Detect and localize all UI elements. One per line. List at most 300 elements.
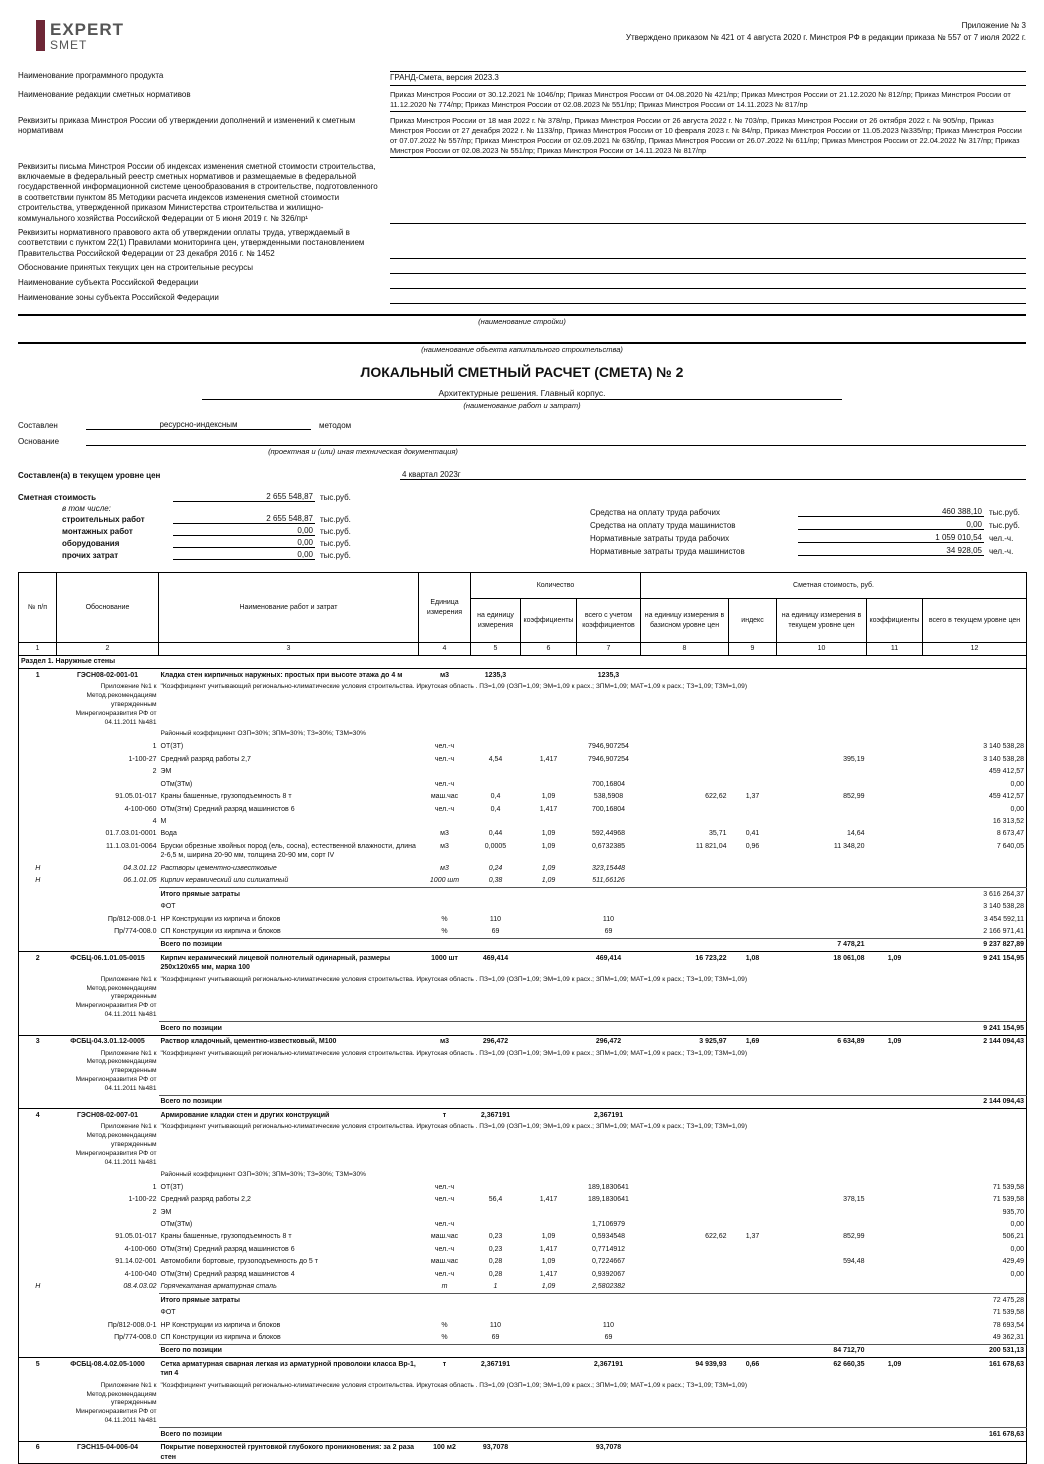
table-cell: [867, 1022, 923, 1035]
table-cell: ФСБЦ-08.4.02.05-1000: [57, 1358, 159, 1380]
labor-label: Нормативные затраты труда машинистов: [590, 547, 745, 557]
construction-name-line: [18, 314, 1026, 316]
table-row: [19, 1048, 1027, 1095]
table-cell: [867, 803, 923, 815]
table-cell: 1,37: [745, 793, 760, 801]
cost-item-value: 0,00: [173, 526, 315, 536]
table-cell: 0,00: [1010, 805, 1025, 813]
table-cell: Всего по позиции: [159, 1022, 419, 1035]
table-row: [19, 901, 1027, 913]
table-row: [19, 669, 1027, 682]
table-cell: [867, 1441, 923, 1464]
info-value: ГРАНД-Смета, версия 2023.3: [390, 71, 1026, 86]
coefficient-text-cell: "Коэффициент учитывающий регионально-климатические условия строительства. Иркутская область . ПЗ=1,09 (ОЗП=1,09; ЭМ=1,09 к расх.; ЗПМ=1,09; МАТ=1,09 к расх.; ТЗ=1,09; ТЗМ=1,09): [160, 683, 748, 691]
table-column-number: 1: [19, 643, 57, 655]
table-cell: [777, 888, 867, 901]
table-cell: [867, 741, 923, 753]
table-cell: [923, 1281, 1027, 1294]
table-cell: [19, 729, 57, 741]
object-name-line: [18, 342, 1026, 344]
table-cell: [641, 1181, 729, 1193]
table-cell: [777, 1441, 867, 1464]
attachment-basis-line: Минрегионразвития РФ от: [75, 1150, 157, 1158]
table-cell: [641, 778, 729, 790]
table-cell: [867, 828, 923, 840]
table-cell: 189,1830641: [588, 1183, 629, 1191]
including-label: в том числе:: [62, 504, 111, 514]
info-row: [18, 293, 1026, 304]
table-cell: Пр/774-008.0: [114, 1333, 157, 1341]
table-cell: 0,38: [488, 877, 503, 885]
table-row: [19, 862, 1027, 874]
table-cell: 7 478,21: [777, 938, 867, 951]
table-cell: 62 660,35: [777, 1358, 867, 1380]
table-cell: [19, 1219, 57, 1231]
table-row: [19, 913, 1027, 925]
labor-unit: чел.-ч.: [989, 547, 1014, 557]
attachment-basis-cell: [57, 1122, 159, 1169]
table-cell: [729, 1344, 777, 1357]
table-header-cell: Количество: [471, 573, 641, 599]
composed-label: Составлен: [18, 421, 58, 431]
attachment-basis-line: утвержденным: [110, 1399, 157, 1407]
info-label: Реквизиты нормативного правового акта об утверждении оплаты труда, утверждаемый в соответствии с пунктом 22(1) Правилами мониторинга цен, утвержденными постановлением Правительства Российской Федерации от 23 декабря 2016 г. № 1452: [18, 228, 365, 258]
table-cell: 69: [604, 927, 613, 935]
table-cell: [471, 778, 521, 790]
table-cell: [19, 816, 57, 828]
table-cell: Средний разряд работы 2,2: [160, 1196, 251, 1204]
table-cell: 506,21: [1002, 1233, 1025, 1241]
table-cell: 1,09: [541, 877, 556, 885]
table-cell: [57, 1428, 159, 1441]
labor-label: Нормативные затраты труда рабочих: [590, 534, 730, 544]
table-cell: [867, 1307, 923, 1319]
table-cell: чел.-ч: [434, 1183, 455, 1191]
table-cell: [867, 669, 923, 682]
basis-blank-line: [86, 436, 1026, 446]
table-cell: [641, 1022, 729, 1035]
table-cell: [419, 938, 471, 951]
table-cell: Бруски обрезные хвойных пород (ель, сосна), естественной влажности, длина 2-6,5 м, ширина 20-90 мм, толщина 20-90 мм, сорт IV: [160, 842, 416, 860]
attachment-basis-line: утвержденным: [110, 1141, 157, 1149]
table-cell: 4,54: [488, 755, 503, 763]
table-cell: [729, 875, 777, 888]
table-cell: 429,49: [1002, 1258, 1025, 1266]
table-cell: 0,44: [488, 830, 503, 838]
table-cell: [641, 741, 729, 753]
attachment-basis-line: 04.11.2011 №481: [104, 1011, 157, 1019]
table-cell: [777, 925, 867, 938]
table-cell: Пр/812-008.0-1: [107, 1321, 157, 1329]
estimate-subtitle-text: Архитектурные решения. Главный корпус.: [438, 388, 606, 399]
table-cell: [521, 816, 577, 828]
coefficient-text-cell: "Коэффициент учитывающий регионально-климатические условия строительства. Иркутская область . ПЗ=1,09 (ОЗП=1,09; ЭМ=1,09 к расх.; ЗПМ=1,09; МАТ=1,09 к расх.; ТЗ=1,09; ТЗМ=1,09): [160, 1123, 748, 1131]
table-cell: [729, 1219, 777, 1231]
table-cell: 2,5802382: [591, 1283, 626, 1291]
table-cell: 9 241 154,95: [923, 1022, 1027, 1035]
table-cell: 35,71: [708, 830, 727, 838]
labor-row: [590, 546, 1028, 556]
cost-item-unit: тыс.руб.: [320, 551, 351, 561]
table-cell: [641, 925, 729, 938]
table-header-cell: Обоснование: [57, 573, 159, 643]
table-cell: Армирование кладки стен и других конструкций: [159, 1109, 419, 1122]
attachment-basis-line: 04.11.2011 №481: [104, 1085, 157, 1093]
table-cell: [641, 803, 729, 815]
basis-row: [18, 436, 1026, 446]
table-cell: 0,7714912: [591, 1245, 626, 1253]
labor-label: Средства на оплату труда рабочих: [590, 508, 720, 518]
table-cell: [19, 1294, 57, 1307]
table-cell: 700,16804: [591, 805, 626, 813]
table-cell: 93,7078: [577, 1441, 641, 1464]
table-cell: [521, 888, 577, 901]
table-cell: [777, 1331, 867, 1344]
table-cell: м3: [419, 669, 471, 682]
table-cell: [729, 1331, 777, 1344]
table-cell: [777, 875, 867, 888]
table-cell: 1,09: [541, 793, 556, 801]
table-cell: [419, 1095, 471, 1108]
table-cell: ФСБЦ-04.3.01.12-0005: [57, 1035, 159, 1048]
table-cell: [521, 925, 577, 938]
table-cell: [521, 913, 577, 925]
table-cell: [19, 1256, 57, 1268]
table-cell: 1,417: [539, 805, 558, 813]
table-header-cell: всего в текущем уровне цен: [923, 599, 1027, 643]
table-cell: 49 362,31: [992, 1333, 1025, 1341]
table-header-cell: индекс: [729, 599, 777, 643]
table-cell: [521, 1319, 577, 1331]
table-cell: [19, 974, 57, 1021]
table-cell: [729, 1256, 777, 1268]
current-level-label: Составлен(а) в текущем уровне цен: [18, 471, 161, 481]
table-cell: 0,28: [488, 1258, 503, 1266]
table-cell: [777, 1307, 867, 1319]
table-cell: [641, 1194, 729, 1206]
table-cell: [57, 1307, 159, 1319]
table-cell: [777, 1109, 867, 1122]
table-cell: 2 144 094,43: [923, 1095, 1027, 1108]
attachment-basis-line: Приложение №1 к: [100, 1049, 157, 1057]
table-cell: 0,6732385: [591, 842, 626, 850]
table-cell: НР Конструкции из кирпича и блоков: [160, 1321, 281, 1329]
table-row: [19, 1035, 1027, 1048]
table-cell: чел.-ч: [434, 780, 455, 788]
table-cell: чел.-ч: [434, 1196, 455, 1204]
coefficient-text-cell: "Коэффициент учитывающий регионально-климатические условия строительства. Иркутская область . ПЗ=1,09 (ОЗП=1,09; ЭМ=1,09 к расх.; ЗПМ=1,09; МАТ=1,09 к расх.; ТЗ=1,09; ТЗМ=1,09): [160, 975, 748, 983]
table-cell: 1,08: [729, 952, 777, 974]
table-row: [19, 1358, 1027, 1380]
table-column-numbers-row: [19, 643, 1027, 655]
logo-text: [50, 20, 124, 51]
table-cell: [19, 803, 57, 815]
table-cell: [521, 901, 577, 913]
table-cell: [777, 901, 867, 913]
table-cell: [521, 1428, 577, 1441]
table-cell: 1,09: [541, 1283, 556, 1291]
table-cell: [521, 1441, 577, 1464]
table-cell: [729, 1022, 777, 1035]
table-cell: 110: [602, 1321, 615, 1329]
info-value: [390, 263, 1026, 274]
table-cell: Н: [35, 864, 41, 872]
table-cell: 7 640,05: [996, 842, 1025, 850]
table-cell: [923, 1441, 1027, 1464]
table-cell: [19, 938, 57, 951]
table-cell: Сетка арматурная сварная легкая из арматурной проволоки класса Вр-1, тип 4: [159, 1358, 419, 1380]
logo: [36, 20, 124, 51]
table-cell: [777, 669, 867, 682]
table-cell: м3: [440, 830, 449, 838]
table-cell: [923, 862, 1027, 874]
table-row: [19, 974, 1027, 1021]
table-cell: 18 061,08: [777, 952, 867, 974]
table-cell: Н: [35, 1283, 41, 1291]
table-cell: [729, 766, 777, 778]
table-cell: [777, 1206, 867, 1218]
table-cell: [471, 1344, 521, 1357]
table-cell: 71 539,58: [992, 1196, 1025, 1204]
district-coefficient-cell: Районный коэффициент ОЗП=30%; ЗПМ=30%; ТЗ=30%; ТЗМ=30%: [160, 730, 366, 738]
table-row: [19, 753, 1027, 765]
table-cell: 200 531,13: [923, 1344, 1027, 1357]
table-cell: %: [441, 1321, 448, 1329]
cost-item-unit: тыс.руб.: [320, 515, 351, 525]
table-row: [19, 952, 1027, 974]
table-cell: [641, 1441, 729, 1464]
table-cell: 161 678,63: [923, 1358, 1027, 1380]
table-column-number: 4: [419, 643, 471, 655]
table-cell: 06.1.01.05: [123, 877, 157, 885]
table-cell: [729, 741, 777, 753]
table-cell: [867, 1281, 923, 1294]
table-column-number: 5: [471, 643, 521, 655]
table-row: [19, 1022, 1027, 1035]
table-cell: 0,00: [1010, 1221, 1025, 1228]
basis-label: Основание: [18, 437, 60, 447]
table-cell: 11 348,20: [833, 842, 865, 850]
labor-row: [590, 507, 1028, 517]
labor-value: 1 059 010,54: [798, 533, 984, 543]
table-cell: [521, 1294, 577, 1307]
labor-unit: тыс.руб.: [989, 521, 1020, 531]
table-cell: ЭМ: [160, 768, 172, 776]
table-row: [19, 875, 1027, 888]
table-cell: [19, 840, 57, 862]
cost-item-unit: тыс.руб.: [320, 527, 351, 537]
table-cell: [777, 766, 867, 778]
construction-name-caption: (наименование стройки): [478, 317, 566, 327]
labor-label: Средства на оплату труда машинистов: [590, 521, 736, 531]
info-row: [18, 90, 1026, 112]
table-cell: 3 454 592,11: [983, 915, 1025, 923]
table-cell: 469,414: [577, 952, 641, 974]
table-cell: [521, 766, 577, 778]
table-column-number: 12: [923, 643, 1027, 655]
table-cell: СП Конструкции из кирпича и блоков: [160, 927, 281, 935]
table-row: [19, 1268, 1027, 1280]
table-cell: Вода: [160, 830, 177, 838]
table-cell: 1235,3: [577, 669, 641, 682]
table-cell: [521, 778, 577, 790]
table-row: [19, 925, 1027, 938]
table-cell: [729, 888, 777, 901]
table-row: [19, 682, 1027, 729]
table-cell: 0,4: [490, 805, 501, 813]
table-cell: [19, 741, 57, 753]
table-cell: [867, 1231, 923, 1243]
table-cell: 11.1.03.01-0064: [106, 842, 157, 850]
table-cell: 110: [489, 915, 502, 923]
table-cell: м3: [440, 842, 449, 850]
info-rows: [18, 71, 1026, 304]
table-cell: т: [419, 1109, 471, 1122]
table-cell: [19, 1022, 57, 1035]
table-cell: 69: [491, 927, 500, 935]
table-cell: Средний разряд работы 2,7: [160, 755, 251, 763]
table-cell: [419, 1206, 471, 1218]
table-cell: 69: [604, 1333, 613, 1341]
table-cell: 511,66126: [592, 877, 625, 885]
table-header-cell: № п/п: [19, 573, 57, 643]
table-cell: [521, 1358, 577, 1380]
table-cell: [641, 888, 729, 901]
info-row: [18, 263, 1026, 274]
table-cell: [867, 1181, 923, 1193]
approval-note: [626, 20, 1026, 44]
table-cell: 378,15: [843, 1196, 865, 1204]
table-cell: [777, 1294, 867, 1307]
table-cell: 1,7106979: [591, 1221, 626, 1228]
table-cell: [729, 1428, 777, 1441]
table-cell: 1-100-22: [128, 1196, 157, 1204]
total-cost-row: [18, 492, 1026, 502]
table-cell: 0,96: [745, 842, 760, 850]
table-header: [19, 573, 1027, 655]
table-cell: [577, 766, 641, 778]
table-cell: 8 673,47: [996, 830, 1025, 838]
table-cell: [57, 778, 159, 790]
labor-row: [590, 533, 1028, 543]
table-header-cell: на единицу измерения: [471, 599, 521, 643]
table-cell: 2,367191: [577, 1358, 641, 1380]
table-cell: ОТ(ЗТ): [160, 1183, 184, 1191]
table-cell: [577, 1307, 641, 1319]
table-cell: [729, 669, 777, 682]
table-cell: [471, 1206, 521, 1218]
table-cell: 04.3.01.12: [123, 864, 157, 872]
table-cell: [867, 753, 923, 765]
labor-unit: тыс.руб.: [989, 508, 1020, 518]
table-cell: 1,69: [729, 1035, 777, 1048]
table-cell: [521, 1181, 577, 1193]
table-cell: [641, 816, 729, 828]
table-cell: [521, 1307, 577, 1319]
table-cell: Краны башенные, грузоподъемность 8 т: [160, 793, 292, 801]
district-coefficient-cell: Районный коэффициент ОЗП=30%; ЗПМ=30%; ТЗ=30%; ТЗМ=30%: [160, 1170, 366, 1178]
table-cell: 0,23: [488, 1233, 503, 1241]
table-cell: [641, 913, 729, 925]
attachment-basis-line: Приложение №1 к: [100, 683, 157, 691]
table-cell: [641, 753, 729, 765]
table-row: [19, 1219, 1027, 1231]
table-cell: [729, 753, 777, 765]
table-header-cell: коэффициенты: [521, 599, 577, 643]
table-cell: 935,70: [1002, 1208, 1025, 1216]
table-cell: 1,09: [867, 952, 923, 974]
table-cell: чел.-ч: [434, 1221, 455, 1228]
table-cell: 0,66: [729, 1358, 777, 1380]
table-cell: [641, 1109, 729, 1122]
table-cell: [19, 1344, 57, 1357]
info-label: Обоснование принятых текущих цен на строительные ресурсы: [18, 263, 253, 273]
info-row: [18, 278, 1026, 289]
table-cell: ГЭСН08-02-001-01: [57, 669, 159, 682]
table-cell: [867, 938, 923, 951]
table-cell: [729, 1268, 777, 1280]
attachment-basis-line: Минрегионразвития РФ от: [75, 1408, 157, 1416]
table-cell: [19, 1307, 57, 1319]
labor-value: 0,00: [798, 520, 984, 530]
table-cell: 2: [19, 952, 57, 974]
table-cell: 71 539,58: [992, 1309, 1025, 1317]
table-cell: ОТм(Зтм) Средний разряд машинистов 4: [160, 1270, 295, 1278]
cost-item-unit: тыс.руб.: [320, 539, 351, 549]
table-cell: 3 925,97: [641, 1035, 729, 1048]
table-cell: [641, 766, 729, 778]
table-cell: маш.час: [430, 793, 459, 801]
table-cell: чел.-ч: [434, 1245, 455, 1253]
table-cell: [19, 1169, 57, 1181]
table-cell: 0,7224667: [591, 1258, 626, 1266]
table-cell: Раствор кладочный, цементно-известковый, М100: [159, 1035, 419, 1048]
table-cell: [729, 1243, 777, 1255]
table-cell: [777, 1219, 867, 1231]
table-cell: 7946,907254: [588, 743, 629, 751]
table-cell: [577, 888, 641, 901]
table-cell: [729, 816, 777, 828]
table-cell: [19, 888, 57, 901]
table-cell: [729, 1109, 777, 1122]
table-cell: 1: [19, 669, 57, 682]
table-cell: 3 140 538,28: [983, 743, 1025, 751]
cost-item-label: прочих затрат: [62, 551, 119, 561]
table-cell: [729, 1206, 777, 1218]
attachment-basis-line: Метод.рекомендациям: [86, 984, 157, 992]
table-cell: 1235,3: [471, 669, 521, 682]
table-cell: м3: [419, 1035, 471, 1048]
labor-unit: чел.-ч.: [989, 534, 1014, 544]
table-cell: 459 412,57: [989, 768, 1025, 776]
table-cell: [471, 1307, 521, 1319]
total-cost-unit: тыс.руб.: [320, 493, 351, 503]
table-cell: 1000 шт: [419, 952, 471, 974]
attachment-basis-line: утвержденным: [110, 993, 157, 1001]
table-cell: [577, 1428, 641, 1441]
table-cell: 852,99: [843, 793, 865, 801]
attachment-basis-line: 04.11.2011 №481: [104, 718, 157, 726]
table-cell: 0,28: [488, 1270, 503, 1278]
table-cell: [867, 1319, 923, 1331]
table-cell: [19, 1095, 57, 1108]
table-cell: [57, 938, 159, 951]
table-row: [19, 1319, 1027, 1331]
table-cell: [19, 1268, 57, 1280]
table-cell: [57, 901, 159, 913]
attachment-basis-line: Минрегионразвития РФ от: [75, 709, 157, 717]
table-row: [19, 1256, 1027, 1268]
